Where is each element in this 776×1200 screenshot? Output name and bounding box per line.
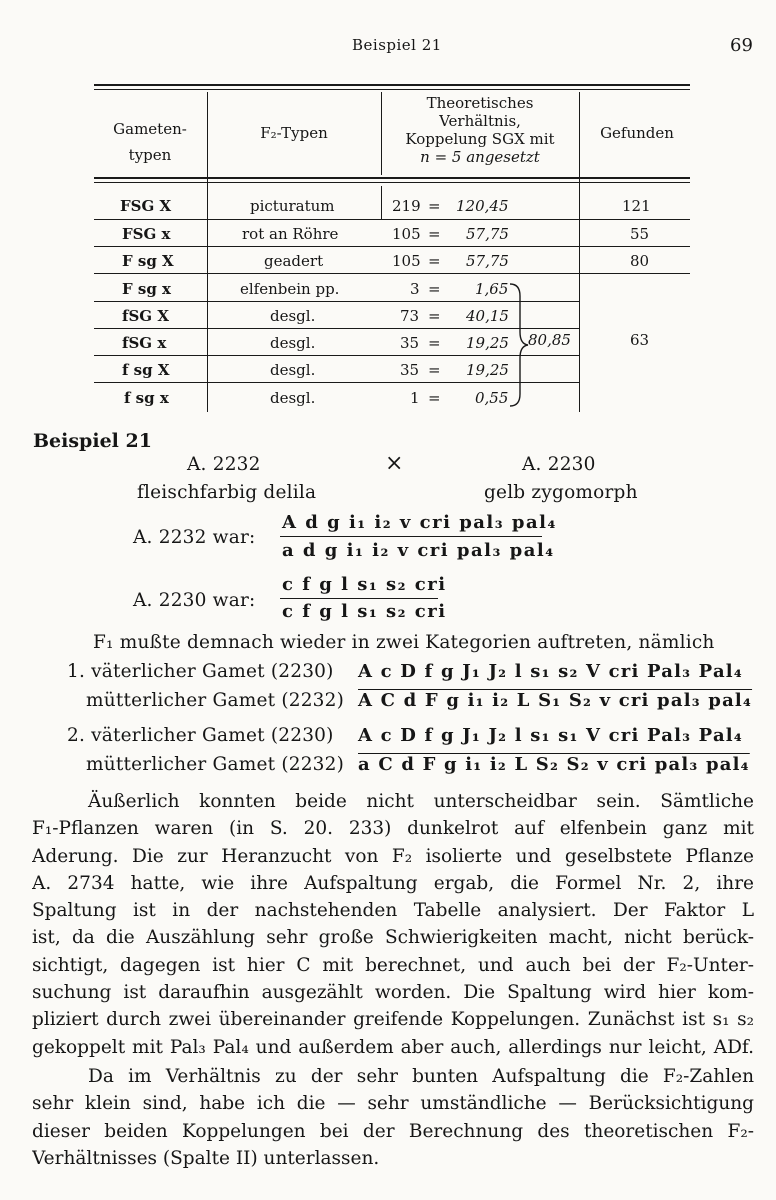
formula-denominator: a d g i₁ i₂ v cri pal₃ pal₄ [282,540,555,561]
formula-label: A. 2232 war: [133,527,256,548]
text-line: gekoppelt mit Pal₃ Pal₄ und außerdem aber auch, allerdings nur leicht, ADf. [32,1036,754,1058]
text-line: pliziert durch zwei übereinander greifende Koppelungen. Zunächst ist s₁ s₂ [32,1009,754,1031]
ratio: 19,25 [466,334,509,352]
page-number: 69 [730,35,753,56]
gamete-type: FSG x [122,225,171,243]
gamete-label: 1. väterlicher Gamet (2230) [67,661,334,682]
equals: = [428,197,441,215]
col-header-f2-types: F₂-Typen [260,124,328,142]
row-rule [94,246,690,247]
cross-right-id: A. 2230 [522,454,596,475]
gamete-type: FSG X [120,197,172,215]
count: 105 [392,252,421,270]
count: 35 [400,361,420,379]
section-heading: Beispiel 21 [33,430,152,452]
text-line: Spaltung ist in der nachstehenden Tabelle analysiert. Der Faktor L [32,900,754,922]
found-value: 63 [630,331,650,349]
gamete-type: f sg X [122,361,170,379]
f1-intro: F₁ mußte demnach wieder in zwei Kategorien auftreten, nämlich [93,632,715,653]
table-top-rule-thin [94,89,690,90]
ratio: 1,65 [475,280,509,298]
gamete-type: fSG x [122,334,167,352]
f2-type: picturatum [250,197,335,215]
text-line: Verhältnisses (Spalte II) unterlassen. [32,1147,380,1169]
gamete-label: 2. väterlicher Gamet (2230) [67,725,334,746]
table-col-rule [381,186,382,220]
ratio: 19,25 [466,361,509,379]
gamete-type: F sg x [122,280,171,298]
formula-label: A. 2230 war: [133,590,256,611]
ratio: 40,15 [466,307,509,325]
equals: = [428,334,441,352]
equals: = [428,307,441,325]
fraction-bar [280,536,542,537]
gamete-formula: A c D f g J₁ J₂ l s₁ s₁ V cri Pal₃ Pal₄ [358,725,743,746]
gamete-label: mütterlicher Gamet (2232) [86,690,345,711]
cross-left-desc: fleischfarbig delila [137,482,317,503]
table-col-rule [579,92,580,412]
count: 105 [392,225,421,243]
count: 73 [400,307,420,325]
text-line: suchung ist daraufhin ausgezählt worden. Die Spaltung wird hier kom- [32,982,754,1004]
table-header-rule-thin [94,182,690,183]
col-header-found: Gefunden [600,124,674,142]
row-rule [94,219,690,220]
col-header-gametes: Gameten- typen [113,120,187,164]
ratio: 57,75 [466,252,509,270]
text-line: F₁-Pflanzen waren (in S. 20. 233) dunkelrot auf elfenbein ganz mit [32,818,754,840]
text-line: Da im Verhältnis zu der sehr bunten Aufspaltung die F₂-Zahlen [88,1066,754,1087]
equals: = [428,389,441,407]
text-line: A. 2734 hatte, wie ihre Aufspaltung ergab, die Formel Nr. 2, ihre [32,872,754,894]
gamete-label: mütterlicher Gamet (2232) [86,754,345,775]
gamete-type: f sg x [124,389,169,407]
table-top-rule [94,84,690,86]
equals: = [428,225,441,243]
table-col-rule [207,92,208,412]
f2-type: geadert [264,252,324,270]
count: 219 [392,197,421,215]
cross-left-id: A. 2232 [187,454,261,475]
equals: = [428,361,441,379]
text-line: sichtigt, dagegen ist hier C mit berechnet, und auch bei der F₂-Unter- [32,954,754,976]
brace-icon [506,282,530,408]
f2-type: desgl. [270,307,316,325]
count: 35 [400,334,420,352]
text-line: Aderung. Die zur Heranzucht von F₂ isolierte und geselbstete Pflanze [32,845,754,867]
brace-sum: 80,85 [528,331,571,349]
paragraph [32,788,754,1061]
table-header-rule [94,177,690,179]
gamete-type: fSG X [122,307,169,325]
found-value: 121 [622,197,651,215]
gamete-formula: a C d F g i₁ i₂ L S₂ S₂ v cri pal₃ pal₄ [358,754,750,775]
text-line: ist, da die Auszählung sehr große Schwierigkeiten macht, nicht berück- [32,927,754,949]
text-line: dieser beiden Koppelungen bei der Berechnung des theoretischen F₂- [32,1120,754,1142]
row-rule [94,273,690,274]
col-header-theoretical: Theoretisches Verhältnis, Koppelung SGX mit n = 5 angesetzt [405,94,555,166]
fraction-bar [280,598,438,599]
count: 1 [410,389,420,407]
f2-type: rot an Röhre [242,225,339,243]
equals: = [428,280,441,298]
equals: = [428,252,441,270]
formula-numerator: A d g i₁ i₂ v cri pal₃ pal₄ [282,512,557,533]
paragraph [32,1063,754,1172]
count: 3 [410,280,420,298]
found-value: 55 [630,225,650,243]
running-title: Beispiel 21 [352,36,442,54]
formula-numerator: c f g l s₁ s₂ cri [282,574,447,595]
text-line: Äußerlich konnten beide nicht unterscheidbar sein. Sämtliche [88,791,754,812]
cross-symbol: × [385,451,404,476]
text-line: sehr klein sind, habe ich die — sehr umständliche — Berücksichtigung [32,1093,754,1115]
gamete-formula: A c D f g J₁ J₂ l s₁ s₂ V cri Pal₃ Pal₄ [358,661,743,682]
table-col-rule [381,92,382,175]
ratio: 57,75 [466,225,509,243]
f2-type: elfenbein pp. [240,280,340,298]
cross-right-desc: gelb zygomorph [484,482,638,503]
found-value: 80 [630,252,650,270]
f2-type: desgl. [270,334,316,352]
ratio: 120,45 [456,197,509,215]
gamete-formula: A C d F g i₁ i₂ L S₁ S₂ v cri pal₃ pal₄ [358,690,753,711]
f2-type: desgl. [270,389,316,407]
f2-type: desgl. [270,361,316,379]
ratio: 0,55 [475,389,509,407]
formula-denominator: c f g l s₁ s₂ cri [282,601,447,622]
gamete-type: F sg X [122,252,174,270]
